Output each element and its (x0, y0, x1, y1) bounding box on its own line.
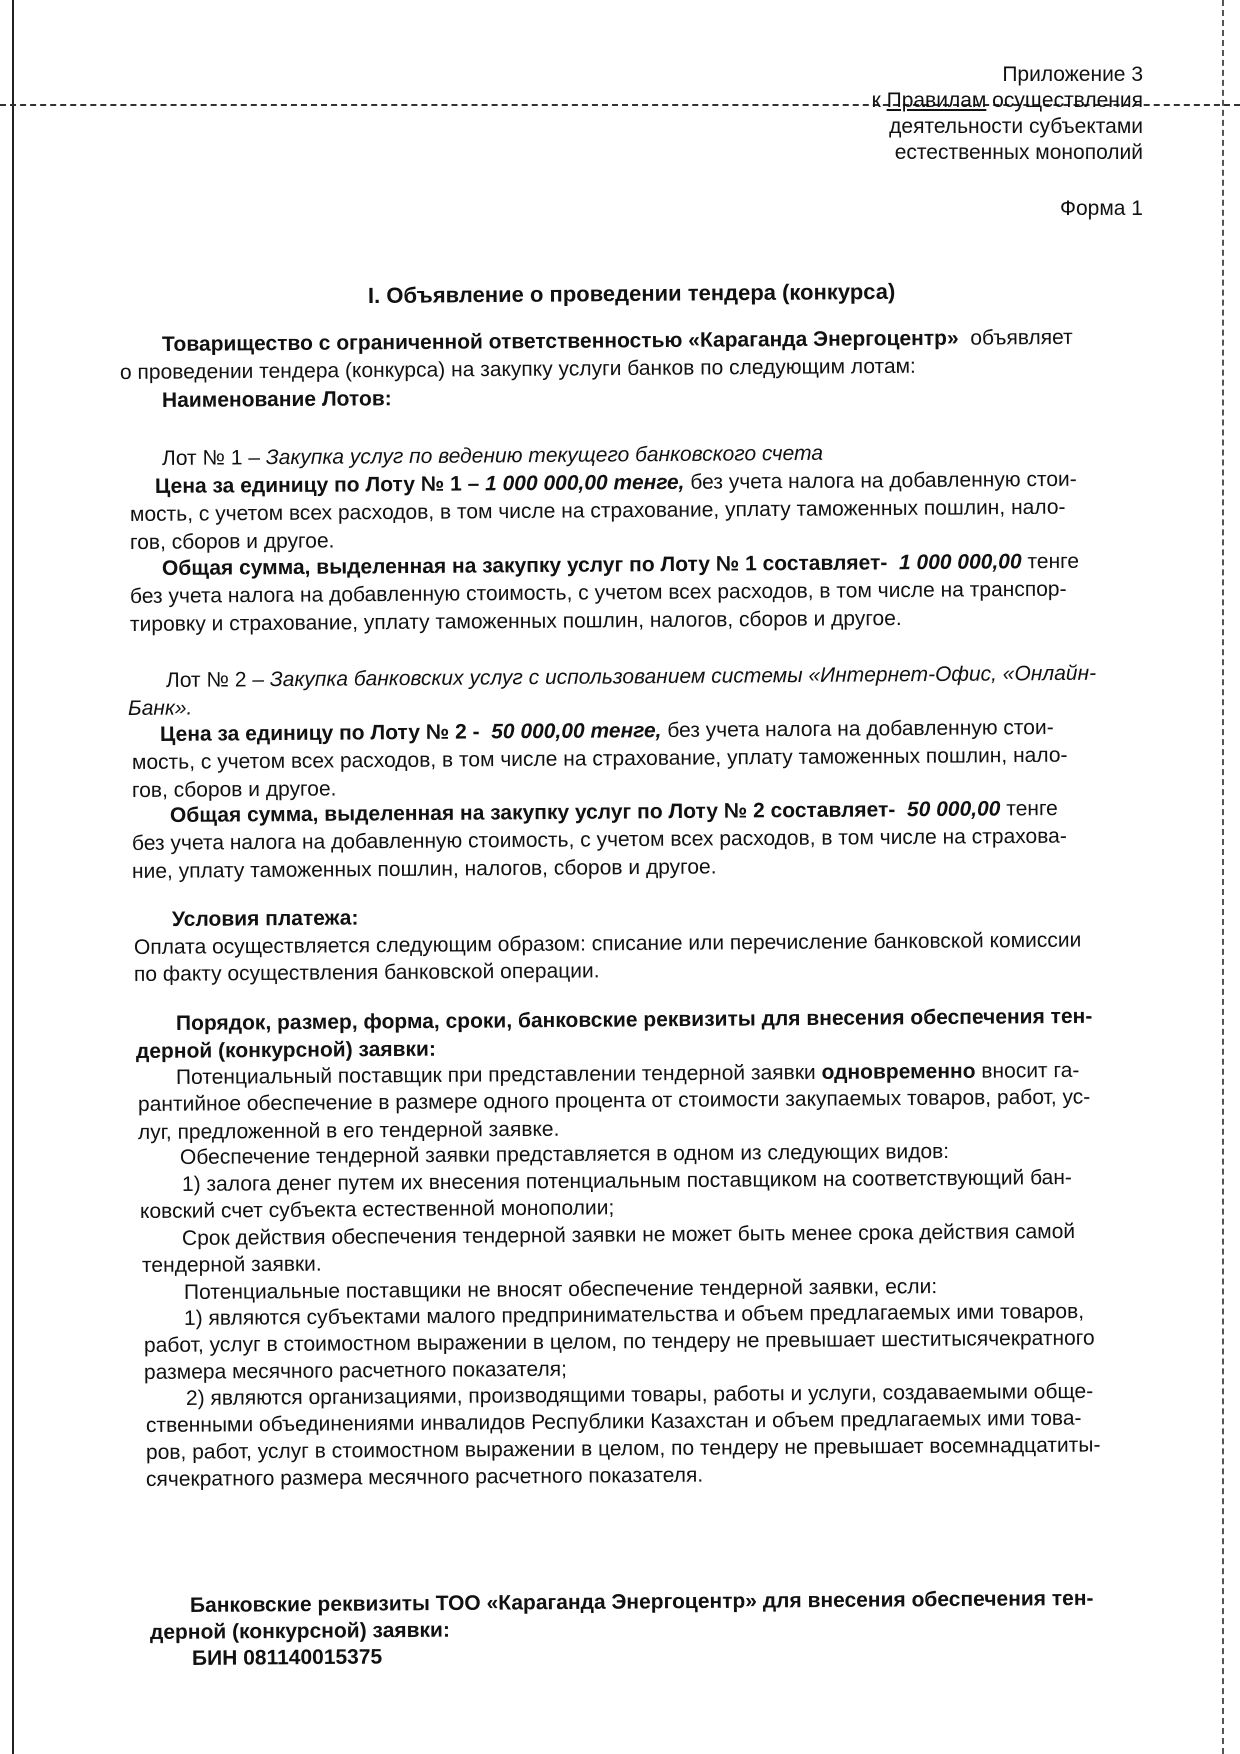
lot-1-price-line-3: гов, сборов и другое. (129, 529, 335, 554)
lot-1-title: Лот № 1 – Закупка услуг по ведению текущего банковского счета (161, 441, 824, 470)
security-heading-line-1: Порядок, размер, форма, сроки, банковские реквизиты для внесения обеспечения тен- (175, 1004, 1093, 1035)
header-line-2: деятельности субъектами (889, 115, 1143, 138)
security-p4: Срок действия обеспечения тендерной заявки не может быть менее срока действия самой (181, 1219, 1076, 1250)
lot-2-total: Общая сумма, выделенная на закупку услуг по Лоту № 2 составляет- 50 000,00 тенге (169, 797, 1058, 827)
rules-link[interactable]: Правилам (886, 89, 987, 112)
intro-line-2: о проведении тендера (конкурса) на закупку услуги банков по следующим лотам: (119, 354, 916, 384)
security-p7-line-3: ров, работ, услуг в стоимостном выражении в целом, по тендеру не превышает восемнадцатиты- (145, 1433, 1101, 1464)
security-p7-line-4: сячекратного размера месячного расчетного показателя. (145, 1463, 704, 1491)
rules-reference: к Правилам осуществления (871, 89, 1143, 112)
security-p1-line-3: луг, предложенной в его тендерной заявке. (137, 1117, 560, 1144)
security-p6-line-3: размера месячного расчетного показателя; (143, 1357, 568, 1384)
lot-1-total: Общая сумма, выделенная на закупку услуг по Лоту № 1 составляет- 1 000 000,00 тенге (161, 549, 1080, 580)
lot-1-price-value: 1 000 000,00 тенге, (484, 470, 685, 496)
security-p7-line-2: ственными объединениями инвалидов Республики Казахстан и объем предлагаемых ими това- (145, 1406, 1082, 1437)
company-name: Товарищество с ограниченной ответственностью «Караганда Энергоцентр» (161, 326, 959, 356)
security-p3-line-2: ковский счет субъекта естественной монополии; (139, 1196, 615, 1223)
payment-line-2: по факту осуществления банковской операции. (133, 959, 600, 986)
lots-heading: Наименование Лотов: (161, 387, 392, 412)
lot-1-total-line-2: без учета налога на добавленную стоимость, с учетом всех расходов, в том числе на транспор- (129, 577, 1067, 608)
lot-1-total-value: 1 000 000,00 (898, 550, 1022, 575)
lot-2-title: Лот № 2 – Закупка банковских услуг с использованием системы «Интернет-Офис, «Онлайн- (165, 661, 1097, 692)
lot-2-total-value: 50 000,00 (906, 797, 1001, 822)
lot-2-price-value: 50 000,00 тенге, (491, 719, 662, 744)
bank-bin: БИН 081140015375 (191, 1645, 383, 1670)
security-p1: Потенциальный поставщик при представлении тендерной заявки одновременно вносит га- (175, 1058, 1080, 1089)
security-p6: 1) являются субъектами малого предпринимательства и объем предлагаемых ими товаров, (183, 1299, 1085, 1330)
bank-heading-line-1: Банковские реквизиты ТОО «Караганда Энергоцентр» для внесения обеспечения тен- (189, 1586, 1094, 1617)
security-p3: 1) залога денег путем их внесения потенциальным поставщиком на соответствующий бан- (181, 1166, 1072, 1196)
lot-2-total-line-3: ние, уплату таможенных пошлин, налогов, сборов и другое. (131, 855, 717, 883)
form-label: Форма 1 (1060, 197, 1143, 220)
bank-heading-line-2: дерной (конкурсной) заявки: (149, 1618, 450, 1644)
security-p7: 2) являются организациями, производящими товары, работы и услуги, создаваемыми обще- (185, 1379, 1094, 1410)
header-line-3: естественных монополий (894, 141, 1143, 164)
page-title: I. Объявление о проведении тендера (конкурса) (367, 278, 896, 308)
security-p2: Обеспечение тендерной заявки представляется в одном из следующих видов: (179, 1139, 950, 1169)
security-heading-line-2: дерной (конкурсной) заявки: (135, 1037, 436, 1063)
lot-1-price-line-2: мость, с учетом всех расходов, в том числе на страхование, уплату таможенных пошлин, нало- (129, 495, 1066, 526)
security-p5: Потенциальные поставщики не вносят обеспечение тендерной заявки, если: (183, 1275, 938, 1304)
security-p4-line-2: тендерной заявки. (141, 1252, 322, 1277)
lot-2-title-line-2: Банк». (127, 696, 193, 720)
lot-2-price-line-3: гов, сборов и другое. (131, 777, 337, 802)
payment-heading: Условия платежа: (171, 906, 359, 931)
lot-1-price: Цена за единицу по Лоту № 1 – 1 000 000,00 тенге, без учета налога на добавленную стои- (154, 467, 1077, 498)
lot-2-price-line-2: мость, с учетом всех расходов, в том числе на страхование, уплату таможенных пошлин, нало- (131, 743, 1068, 774)
lot-2-total-line-2: без учета налога на добавленную стоимость, с учетом всех расходов, в том числе на страхова- (131, 824, 1067, 855)
payment-line-1: Оплата осуществляется следующим образом: списание или перечисление банковской комиссии (133, 928, 1082, 959)
intro-line-1: Товарищество с ограниченной ответственностью «Караганда Энергоцентр» объявляет (161, 325, 1073, 356)
security-p1-line-2: рантийное обеспечение в размере одного процента от стоимости закупаемых товаров, работ, ус- (137, 1085, 1091, 1116)
appendix-label: Приложение 3 (1002, 63, 1143, 86)
lot-1-total-line-3: тировку и страхование, уплату таможенных пошлин, налогов, сборов и другое. (129, 606, 902, 636)
lot-2-price: Цена за единицу по Лоту № 2 - 50 000,00 тенге, без учета налога на добавленную стои- (159, 715, 1054, 746)
security-p6-line-2: работ, услуг в стоимостном выражении в целом, по тендеру не превышает шеститысячекратного (143, 1326, 1095, 1357)
